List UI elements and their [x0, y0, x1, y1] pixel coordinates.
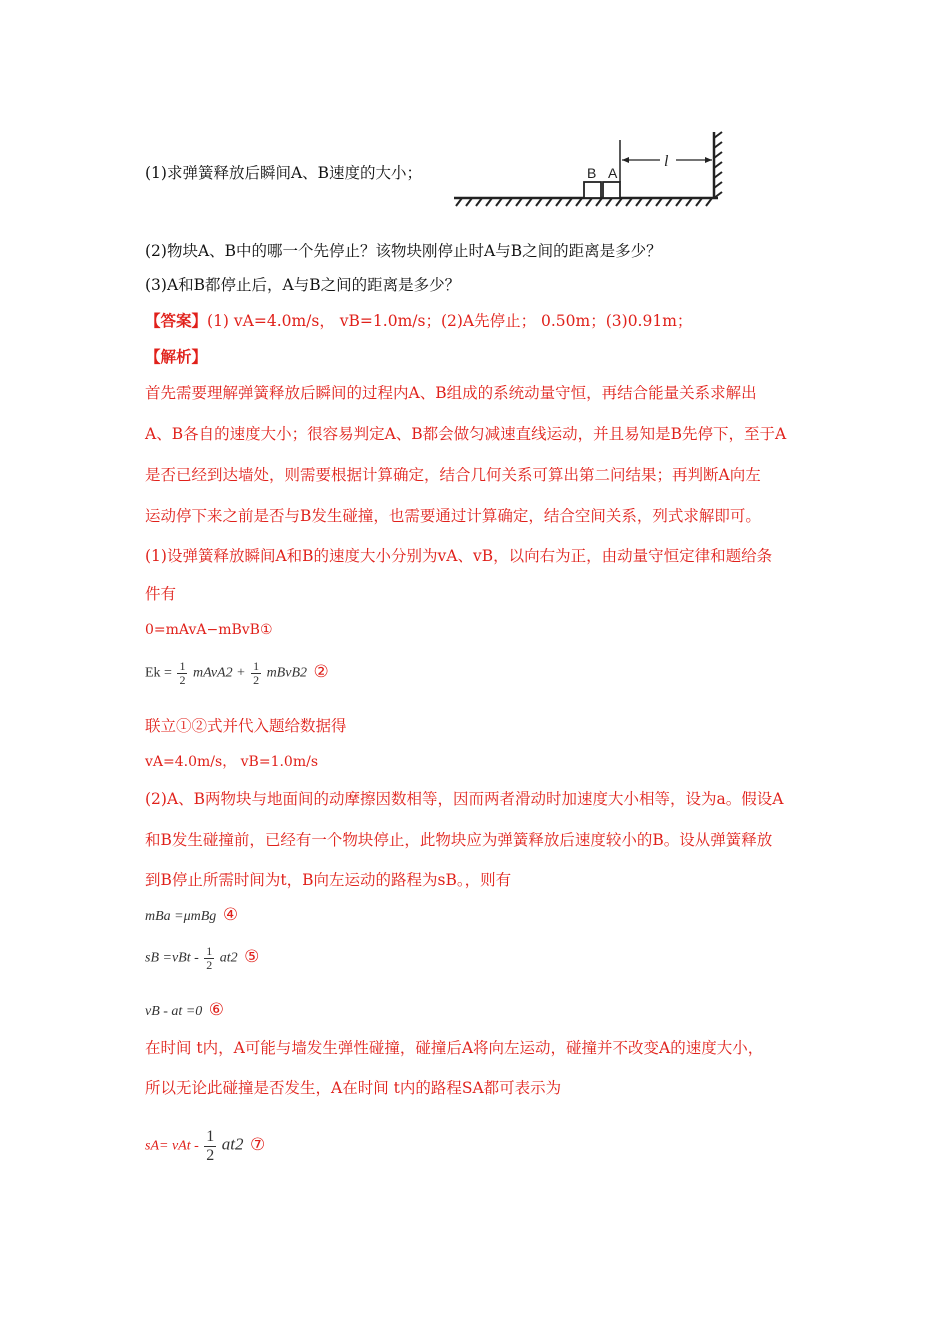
eq6-body: vB - at =0	[145, 1004, 203, 1019]
part2-line: 和B发生碰撞前，已经有一个物块停止，此物块应为弹簧释放后速度较小的B。设从弹簧释放	[145, 831, 773, 849]
equation-4	[145, 905, 238, 925]
analysis-line: A、B各自的速度大小；很容易判定A、B都会做匀减速直线运动，并且易知是B先停下，至于A	[145, 425, 787, 443]
equation-1: 0=mAvA−mBvB①	[145, 622, 273, 638]
analysis-tag: 【解析】	[145, 347, 208, 366]
part2-line: 到B停止所需时间为t，B向左运动的路程为sB。，则有	[145, 871, 512, 889]
question-3: (3)A和B都停止后，A与B之间的距离是多少？	[145, 276, 461, 294]
eq7-left: sA= vAt -	[145, 1138, 199, 1154]
fraction-half: $\frac{1}{2}$	[253, 659, 260, 687]
eq2-left: Ek =	[145, 665, 172, 681]
equation-7	[145, 1128, 265, 1165]
eq5-number: ⑤	[244, 946, 260, 966]
eq7-right: at2	[221, 1134, 244, 1154]
part2b-line: 在时间 t内，A可能与墙发生弹性碰撞，碰撞后A将向左运动，碰撞并不改变A的速度大小，	[145, 1039, 764, 1057]
result-1: vA=4.0m/s， vB=1.0m/s	[145, 754, 319, 770]
block-a	[603, 182, 620, 198]
fraction-half: $\frac{1}{2}$	[206, 1128, 215, 1164]
block-b	[584, 182, 601, 198]
combine-line: 联立①②式并代入题给数据得	[145, 717, 347, 735]
equation-5	[145, 945, 259, 972]
part2b-line: 所以无论此碰撞是否发生，A在时间 t内的路程SA都可表示为	[145, 1079, 562, 1097]
analysis-line: 是否已经到达墙处，则需要根据计算确定，结合几何关系可算出第二问结果；再判断A向左	[145, 466, 761, 484]
eq7-number: ⑦	[250, 1134, 266, 1154]
analysis-line: (1)设弹簧释放瞬间A和B的速度大小分别为vA、vB，以向右为正，由动量守恒定律和题给条	[145, 547, 773, 565]
equation-6	[145, 1000, 224, 1020]
eq4-number: ④	[222, 905, 239, 924]
label-l: l	[664, 153, 669, 170]
eq4-body: mBa =μmBg	[145, 909, 217, 924]
question-2: (2)物块A、B中的哪一个先停止？该物块刚停止时A与B之间的距离是多少？	[145, 242, 662, 260]
eq2-term-b: mBvB2	[266, 665, 307, 681]
analysis-line: 运动停下来之前是否与B发生碰撞，也需要通过计算确定，结合空间关系，列式求解即可。	[145, 507, 761, 525]
eq2-number: ②	[313, 661, 329, 681]
eq2-term-a: mAvA2 +	[192, 665, 246, 681]
answer-tag: 【答案】	[145, 311, 208, 330]
label-b: B	[587, 165, 597, 181]
diagram-blocks-wall	[448, 128, 748, 220]
label-a: A	[608, 165, 618, 181]
answer-line	[145, 311, 692, 331]
analysis-line: 首先需要理解弹簧释放后瞬间的过程内A、B组成的系统动量守恒，再结合能量关系求解出	[145, 384, 757, 402]
eq6-number: ⑥	[208, 1000, 225, 1019]
part2-line: (2)A、B两物块与地面间的动摩擦因数相等，因而两者滑动时加速度大小相等，设为a。假设A	[145, 790, 784, 808]
fraction-half: $\frac{1}{2}$	[206, 944, 213, 972]
question-1: (1)求弹簧释放后瞬间A、B速度的大小；	[145, 164, 423, 182]
answer-text: (1) vA=4.0m/s， vB=1.0m/s；(2)A先停止； 0.50m；(3)0.91m；	[207, 312, 693, 330]
eq5-right: at2	[219, 950, 238, 966]
eq5-left: sB =vBt -	[145, 950, 199, 966]
fraction-half: $\frac{1}{2}$	[179, 659, 186, 687]
equation-2	[145, 660, 329, 687]
analysis-line: 件有	[145, 585, 177, 603]
